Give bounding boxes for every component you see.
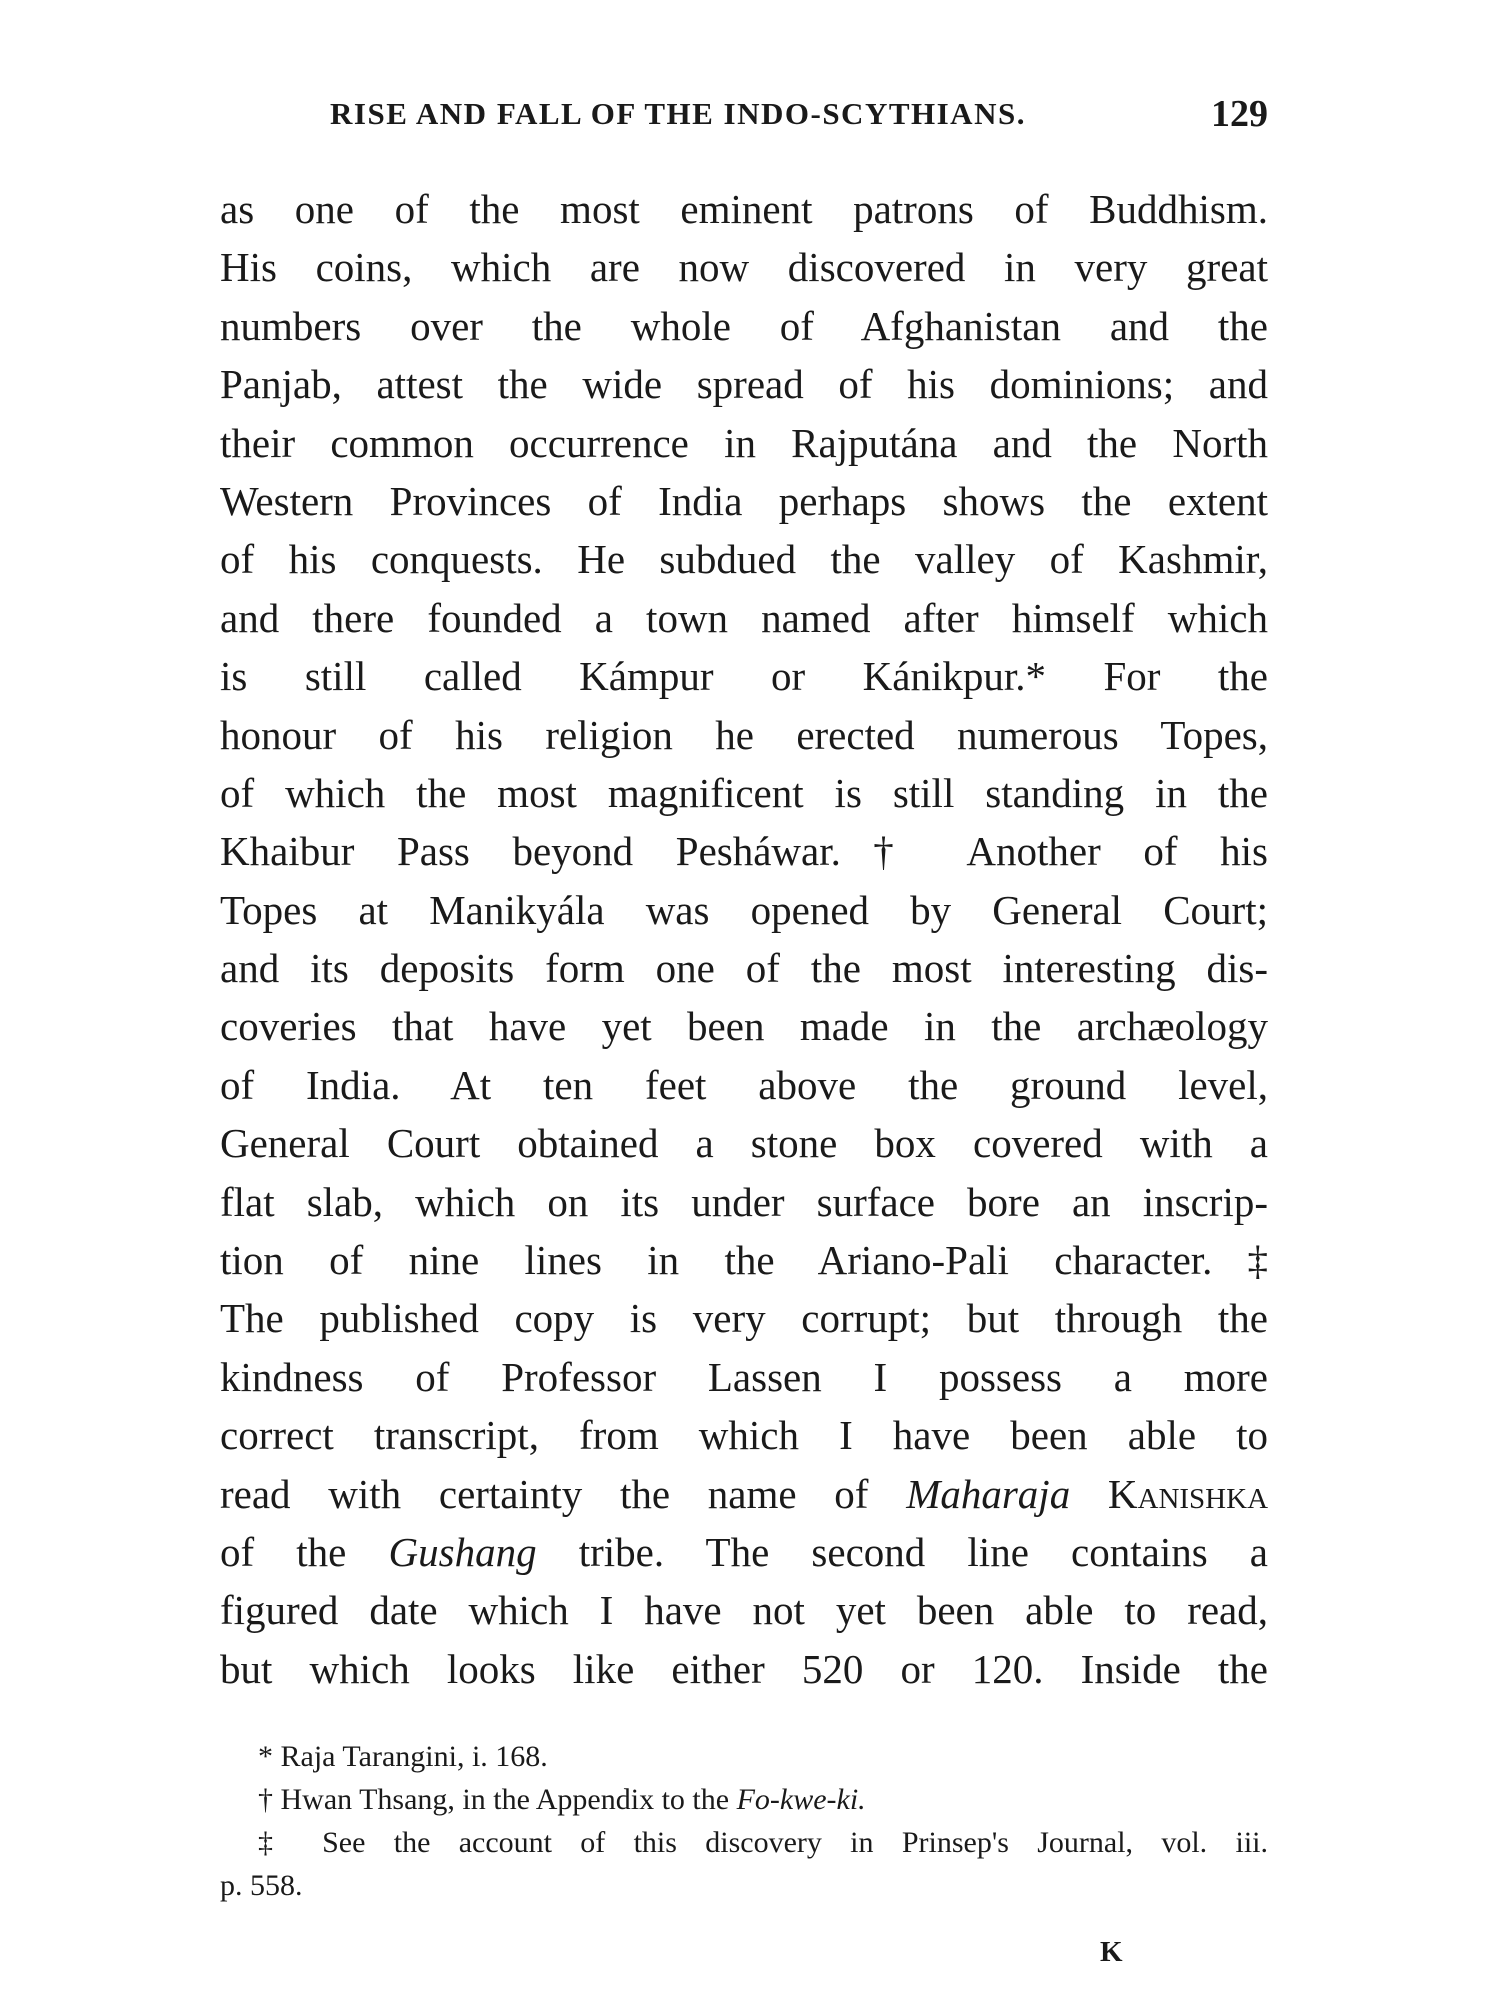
body-line: Topes at Manikyála was opened by General Court; [220,886,1268,933]
body-line: of India. At ten feet above the ground level, [220,1061,1268,1108]
footnote: * Raja Tarangini, i. 168. [258,1740,548,1773]
italic-title: Fo-kwe-ki. [736,1783,866,1816]
small-caps-name: Kanishka [1107,1470,1268,1517]
body-line [220,1523,1268,1581]
running-head [330,92,1268,136]
running-title: RISE AND FALL OF THE INDO-SCYTHIANS. [330,96,1026,131]
body-line: figured date which I have not yet been able to read, [220,1587,1268,1634]
body-text-run: read with certainty the name of [220,1470,907,1517]
body-line: His coins, which are now discovered in very great [220,244,1268,291]
body-text [220,180,1268,1698]
body-line: kindness of Professor Lassen I possess a more [220,1353,1268,1400]
footnote: ‡ See the account of this discovery in Prinsep's Journal, vol. iii. [258,1826,1268,1859]
body-line: flat slab, which on its under surface bore an inscrip- [220,1178,1268,1225]
body-line: as one of the most eminent patrons of Buddhism. [220,186,1268,232]
italic-term: Maharaja [906,1470,1071,1517]
body-line: is still called Kámpur or Kánikpur.* For the [220,653,1268,700]
footnote-text: † Hwan Thsang, in the Appendix to the [258,1783,737,1816]
body-line: numbers over the whole of Afghanistan and the [220,302,1268,349]
body-line: Khaibur Pass beyond Pesháwar.† Another of his [220,828,1268,875]
body-text-run: tribe. The second line contains a [536,1528,1268,1575]
body-line: but which looks like either 520 or 120. Inside the [220,1645,1268,1692]
body-line: Panjab, attest the wide spread of his dominions; and [220,361,1268,408]
body-line [220,1465,1268,1523]
signature-mark: K [1100,1936,1123,1968]
body-line: of which the most magnificent is still standing in the [220,769,1268,816]
page-number: 129 [1211,93,1268,135]
body-line: honour of his religion he erected numerous Topes, [220,711,1268,758]
italic-term: Gushang [388,1528,537,1575]
body-line: Western Provinces of India perhaps shows the extent [220,477,1268,524]
body-line: their common occurrence in Rajputána and the North [220,419,1268,466]
body-line: and its deposits form one of the most interesting dis- [220,945,1268,992]
footnotes [220,1735,1268,1907]
body-line: tion of nine lines in the Ariano-Pali character.‡ [220,1237,1268,1284]
footnote-continuation: p. 558. [220,1869,303,1902]
footnote [220,1778,1268,1821]
body-line: The published copy is very corrupt; but through the [220,1295,1268,1342]
body-line: coveries that have yet been made in the archæology [220,1003,1268,1050]
body-line: correct transcript, from which I have been able to [220,1412,1268,1459]
body-line: and there founded a town named after himself which [220,594,1268,641]
body-line: General Court obtained a stone box covered with a [220,1120,1268,1167]
body-line: of his conquests. He subdued the valley of Kashmir, [220,536,1268,583]
body-text-run: of the [220,1528,389,1575]
